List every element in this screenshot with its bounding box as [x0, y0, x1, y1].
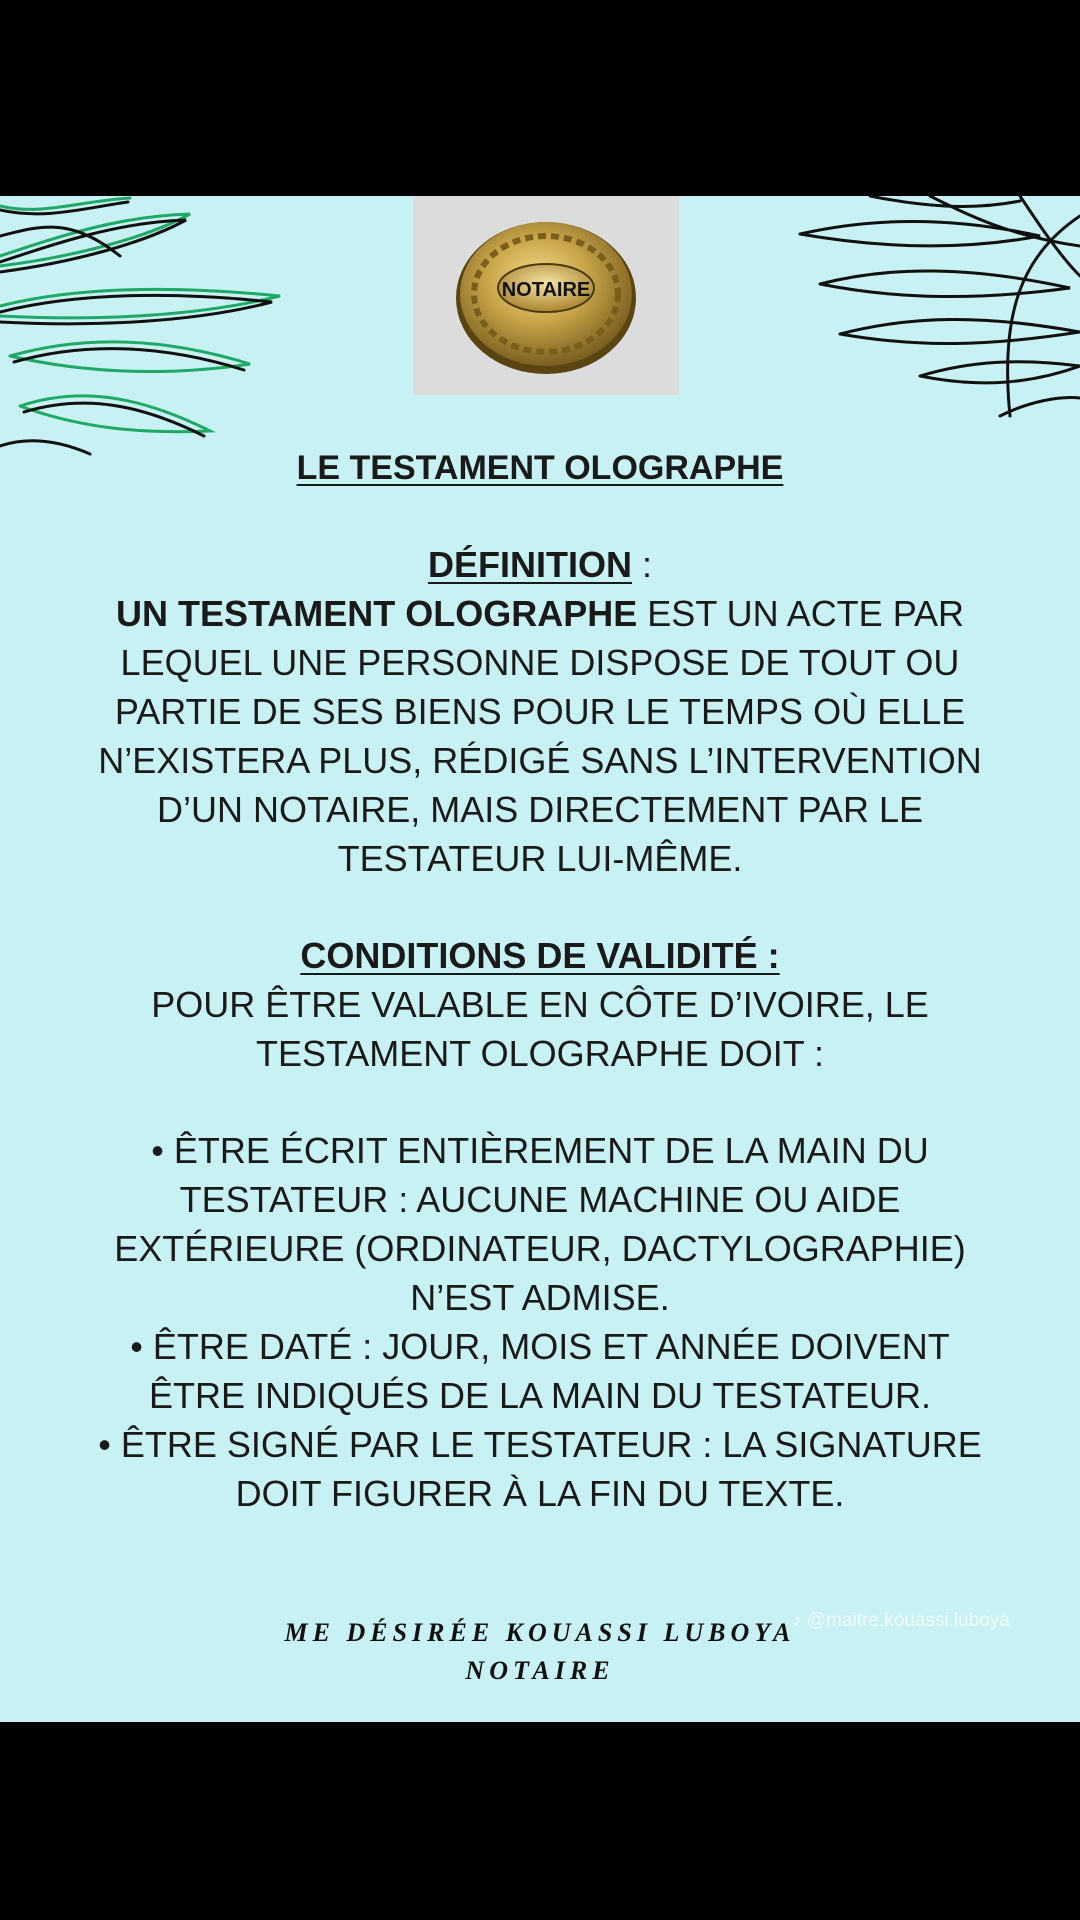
watermark-text: ♪ @maitre.kouassi.luboya: [792, 1610, 1010, 1631]
condition-bullet-line: ÊTRE INDIQUÉS DE LA MAIN DU TESTATEUR.: [148, 1375, 932, 1416]
definition-line-1-rest: EST UN ACTE PAR: [637, 593, 965, 634]
definition-heading-suffix: :: [631, 544, 652, 585]
seal-label: NOTAIRE: [501, 279, 591, 301]
condition-bullet-line: • ÊTRE DATÉ : JOUR, MOIS ET ANNÉE DOIVENT: [130, 1326, 950, 1367]
condition-bullet-line: • ÊTRE ÉCRIT ENTIÈREMENT DE LA MAIN DU: [151, 1130, 929, 1171]
condition-bullet-line: N’EST ADMISE.: [410, 1277, 670, 1318]
condition-bullet-line: TESTATEUR : AUCUNE MACHINE OU AIDE: [179, 1179, 901, 1220]
definition-line: LEQUEL UNE PERSONNE DISPOSE DE TOUT OU: [120, 642, 960, 683]
definition-line: TESTATEUR LUI-MÊME.: [337, 838, 743, 879]
definition-heading-line: [60, 540, 1020, 589]
conditions-heading: CONDITIONS DE VALIDITÉ :: [300, 935, 780, 976]
condition-bullet-line: DOIT FIGURER À LA FIN DU TEXTE.: [235, 1473, 845, 1514]
signature-block: [0, 1614, 1080, 1690]
notary-post-card: [0, 196, 1080, 1722]
leaves-right-icon: [780, 196, 1080, 436]
definition-term: UN TESTAMENT OLOGRAPHE: [115, 593, 638, 634]
condition-bullet-line: EXTÉRIEURE (ORDINATEUR, DACTYLOGRAPHIE): [114, 1228, 966, 1269]
condition-bullet-line: • ÊTRE SIGNÉ PAR LE TESTATEUR : LA SIGNATURE: [98, 1424, 982, 1465]
leaves-left-icon: [0, 196, 300, 456]
conditions-intro-line: TESTAMENT OLOGRAPHE DOIT :: [255, 1033, 825, 1074]
page-title: LE TESTAMENT OLOGRAPHE: [296, 449, 784, 487]
notary-seal-image: [413, 196, 679, 395]
definition-line: N’EXISTERA PLUS, RÉDIGÉ SANS L’INTERVENTION: [98, 740, 982, 781]
definition-line: D’UN NOTAIRE, MAIS DIRECTEMENT PAR LE: [156, 789, 924, 830]
conditions-intro-line: POUR ÊTRE VALABLE EN CÔTE D’IVOIRE, LE: [151, 984, 929, 1025]
definition-line-1: [60, 589, 1020, 638]
signature-role: NOTAIRE: [465, 1656, 615, 1685]
definition-heading: DÉFINITION: [427, 544, 632, 585]
main-text: [60, 444, 1020, 1518]
definition-line: PARTIE DE SES BIENS POUR LE TEMPS OÙ ELLE: [114, 691, 966, 732]
notary-seal-icon: [413, 196, 679, 395]
signature-name: ME DÉSIRÉE KOUASSI LUBOYA: [284, 1618, 796, 1647]
